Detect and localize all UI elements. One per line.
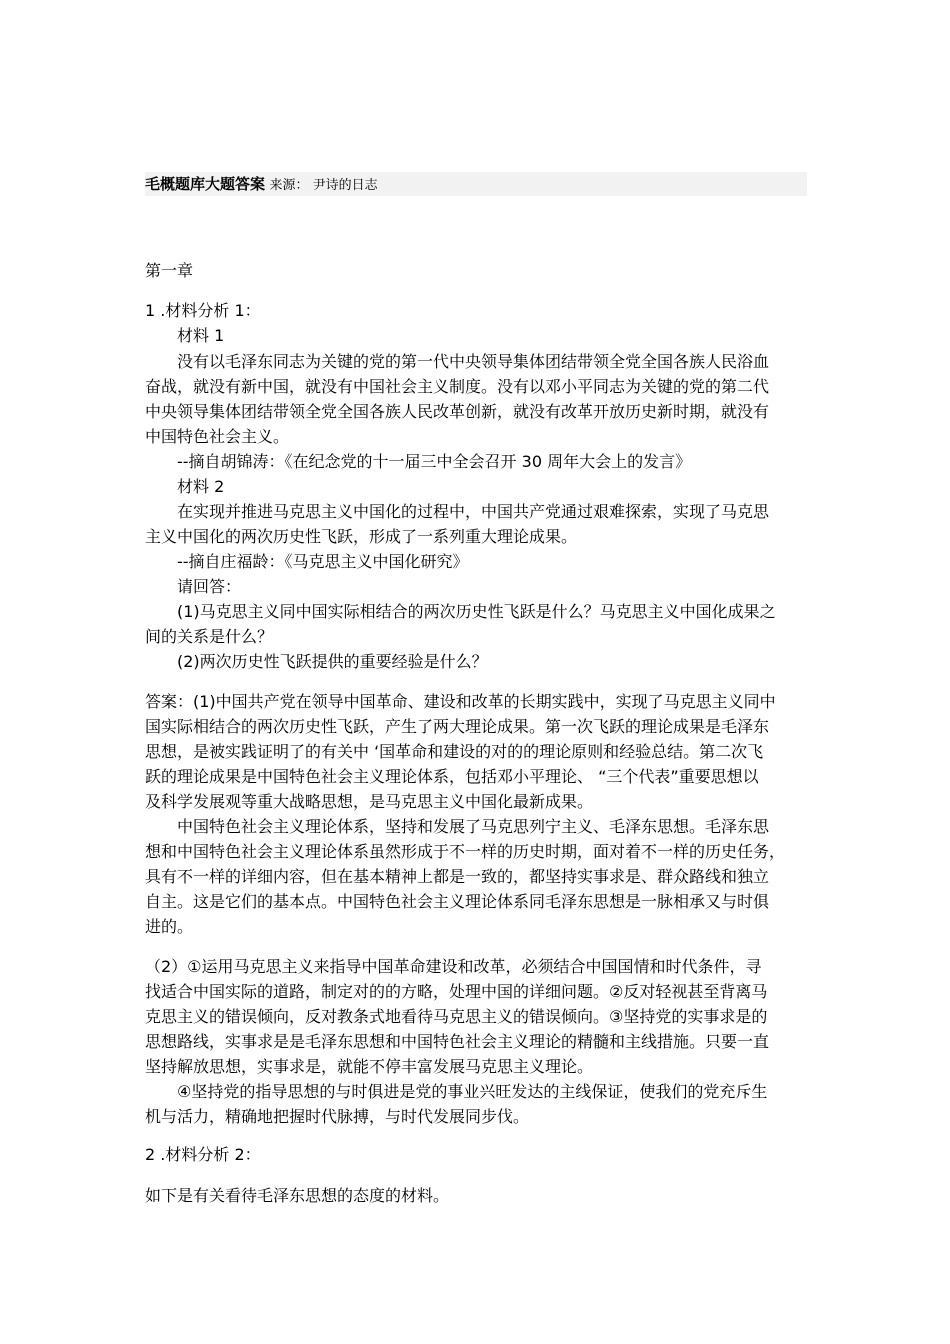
- material-2-line: 在实现并推进马克思主义中国化的过程中，中国共产党通过艰难探索，实现了马克思: [177, 502, 770, 521]
- document-header: [145, 172, 807, 196]
- question-b: (2)两次历史性飞跃提供的重要经验是什么？: [177, 652, 488, 671]
- answer-1-line: 跃的理论成果是中国特色社会主义理论体系，包括邓小平理论、 “三个代表”重要思想以: [145, 767, 759, 786]
- answer-1b-line: 中国特色社会主义理论体系，坚持和发展了马克思列宁主义、毛泽东思想。毛泽东思: [177, 817, 770, 836]
- question-2-title: 2 .材料分析 2：: [145, 1145, 261, 1164]
- answer-2-line: 坚持解放思想，实事求是，就能不停丰富发展马克思主义理论。: [145, 1057, 594, 1076]
- answer-2b-line: 机与活力，精确地把握时代脉搏，与时代发展同步伐。: [145, 1107, 530, 1126]
- question-a-line: (1)马克思主义同中国实际相结合的两次历史性飞跃是什么？马克思主义中国化成果之: [177, 602, 776, 621]
- ask-prompt: 请回答：: [177, 577, 242, 596]
- question-1-title: 1 .材料分析 1：: [145, 301, 261, 320]
- answer-1b-line: 具有不一样的详细内容，但在基本精神上都是一致的，都坚持实事求是、群众路线和独立: [145, 867, 770, 886]
- answer-2-line: 找适合中国实际的道路，制定对的的方略，处理中国的详细问题。②反对轻视甚至背离马: [145, 982, 768, 1001]
- answer-1-line: 思想，是被实践证明了的有关中 ‘国革命和建设的对的的理论原则和经验总结。第二次飞: [145, 742, 764, 761]
- material-2-label: 材料 2: [177, 477, 225, 496]
- material-1-label: 材料 1: [177, 326, 225, 345]
- chapter-heading: 第一章: [145, 261, 194, 280]
- answer-1-line: 答案：(1)中国共产党在领导中国革命、建设和改革的长期实践中，实现了马克思主义同中: [145, 692, 776, 711]
- material-1-line: 中国特色社会主义。: [145, 427, 290, 446]
- material-1-citation: --摘自胡锦涛：《在纪念党的十一届三中全会召开 30 周年大会上的发言》: [177, 452, 692, 471]
- answer-2-line: 思想路线，实事求是是毛泽东思想和中国特色社会主义理论的精髓和主线措施。只要一直: [145, 1032, 770, 1051]
- answer-1b-line: 自主。这是它们的基本点。中国特色社会主义理论体系同毛泽东思想是一脉相承又与时俱: [145, 892, 770, 911]
- answer-2-line: 克思主义的错误倾向，反对教条式地看待马克思主义的错误倾向。③坚持党的实事求是的: [145, 1007, 768, 1026]
- document-source: 来源： 尹诗的日志: [269, 178, 378, 193]
- material-1-line: 中央领导集体团结带领全党全国各族人民改革创新，就没有改革开放历史新时期，就没有: [145, 402, 770, 421]
- answer-1-line: 国实际相结合的两次历史性飞跃，产生了两大理论成果。第一次飞跃的理论成果是毛泽东: [145, 717, 770, 736]
- answer-2-line: （2）①运用马克思主义来指导中国革命建设和改革，必须结合中国国情和时代条件，寻: [145, 957, 762, 976]
- answer-2b-line: ④坚持党的指导思想的与时俱进是党的事业兴旺发达的主线保证，使我们的党充斥生: [177, 1082, 768, 1101]
- material-2-citation: --摘自庄福龄：《马克思主义中国化研究》: [177, 552, 469, 571]
- material-2-line: 主义中国化的两次历史性飞跃，形成了一系列重大理论成果。: [145, 527, 578, 546]
- answer-1b-line: 进的。: [145, 917, 194, 936]
- document-title: 毛概题库大题答案: [145, 175, 266, 193]
- question-2-intro: 如下是有关看待毛泽东思想的态度的材料。: [145, 1186, 450, 1205]
- answer-1b-line: 想和中国特色社会主义理论体系虽然形成于不一样的历史时期，面对着不一样的历史任务，: [145, 842, 786, 861]
- question-a-line: 间的关系是什么？: [145, 627, 274, 646]
- material-1-line: 没有以毛泽东同志为关键的党的第一代中央领导集体团结带领全党全国各族人民浴血: [177, 352, 770, 371]
- answer-1-line: 及科学发展观等重大战略思想，是马克思主义中国化最新成果。: [145, 792, 594, 811]
- material-1-line: 奋战，就没有新中国，就没有中国社会主义制度。没有以邓小平同志为关键的党的第二代: [145, 377, 770, 396]
